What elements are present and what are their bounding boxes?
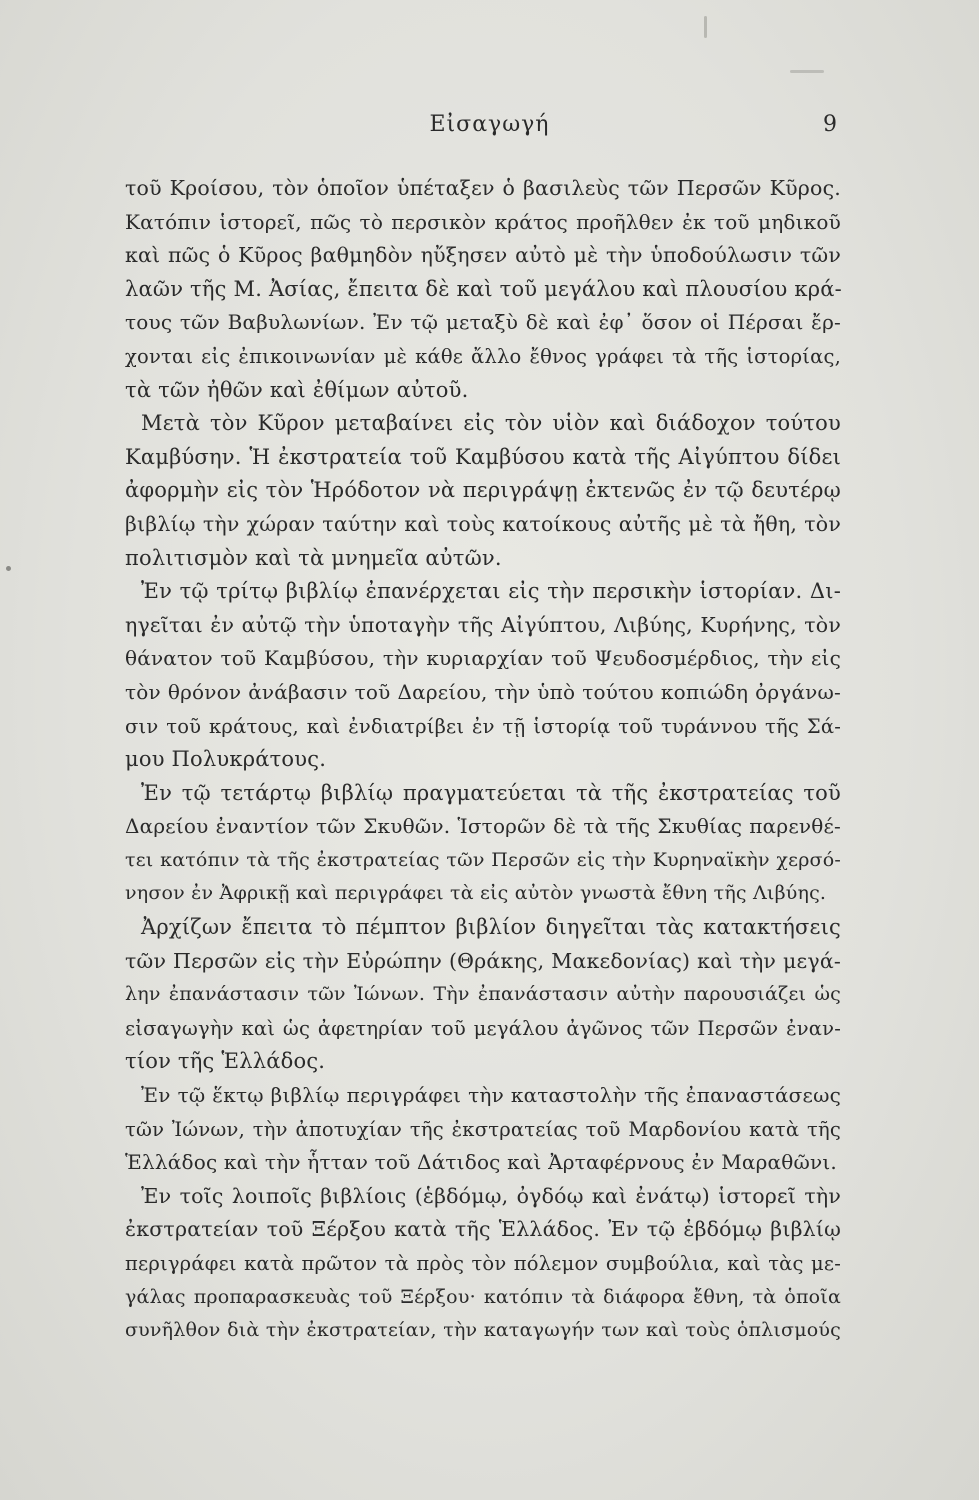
text-line: συνῆλθον διὰ τὴν ἐκστρατείαν, τὴν καταγωγήν των καὶ τοὺς ὁπλισμούς <box>125 1319 841 1342</box>
text-line: πολιτισμὸν καὶ τὰ μνημεῖα αὐτῶν. <box>125 545 502 570</box>
text-line: τῶν Περσῶν εἰς τὴν Εὐρώπην (Θράκης, Μακεδονίας) καὶ τὴν μεγά- <box>125 948 841 973</box>
text-line: τει κατόπιν τὰ τῆς ἐκστρατείας τῶν Περσῶν εἰς τὴν Κυρηναϊκὴν χερσό- <box>125 848 841 871</box>
ink-speck <box>6 566 11 571</box>
text-line: τὸν θρόνον ἀνάβασιν τοῦ Δαρείου, τὴν ὑπὸ τούτου κοπιώδη ὀργάνω- <box>125 679 841 704</box>
text-line: βιβλίῳ τὴν χώραν ταύτην καὶ τοὺς κατοίκους αὐτῆς μὲ τὰ ἤθη, τὸν <box>125 511 841 536</box>
text-line: Ἐν τοῖς λοιποῖς βιβλίοις (ἑβδόμῳ, ὀγδόῳ καὶ ἐνάτῳ) ἱστορεῖ τὴν <box>141 1183 841 1208</box>
text-line: λην ἐπανάστασιν τῶν Ἰώνων. Τὴν ἐπανάστασιν αὐτὴν παρουσιάζει ὡς <box>125 983 841 1006</box>
text-line: μου Πολυκράτους. <box>125 747 327 772</box>
text-line: Ἑλλάδος καὶ τὴν ἧτταν τοῦ Δάτιδος καὶ Ἀρταφέρνους ἐν Μαραθῶνι. <box>125 1150 837 1175</box>
text-line: Ἐν τῷ τρίτῳ βιβλίῳ ἐπανέρχεται εἰς τὴν περσικὴν ἱστορίαν. Δι- <box>141 579 841 604</box>
text-line: Δαρείου ἐναντίον τῶν Σκυθῶν. Ἱστορῶν δὲ τὰ τῆς Σκυθίας παρενθέ- <box>125 814 841 839</box>
text-line: θάνατον τοῦ Καμβύσου, τὴν κυριαρχίαν τοῦ Ψευδοσμέρδιος, τὴν εἰς <box>125 646 841 671</box>
text-line: τῶν Ἰώνων, τὴν ἀποτυχίαν τῆς ἐκστρατείας τοῦ Μαρδονίου κατὰ τῆς <box>125 1117 841 1141</box>
text-line: τίον τῆς Ἑλλάδος. <box>125 1049 326 1074</box>
text-line: ἀφορμὴν εἰς τὸν Ἡρόδοτον νὰ περιγράψῃ ἐκτενῶς ἐν τῷ δευτέρῳ <box>125 478 841 503</box>
ink-speck <box>704 16 707 38</box>
text-line: λαῶν τῆς Μ. Ἀσίας, ἔπειτα δὲ καὶ τοῦ μεγάλου καὶ πλουσίου κρά- <box>125 276 842 301</box>
text-line: Καμβύσην. Ἡ ἐκστρατεία τοῦ Καμβύσου κατὰ τῆς Αἰγύπτου δίδει <box>125 444 841 469</box>
text-line: Κατόπιν ἱστορεῖ, πῶς τὸ περσικὸν κράτος προῆλθεν ἐκ τοῦ μηδικοῦ <box>125 209 841 234</box>
text-line: τὰ τῶν ἠθῶν καὶ ἐθίμων αὐτοῦ. <box>125 377 469 402</box>
text-line: Ἀρχίζων ἔπειτα τὸ πέμπτον βιβλίον διηγεῖται τὰς κατακτήσεις <box>141 915 841 940</box>
text-line: Μετὰ τὸν Κῦρον μεταβαίνει εἰς τὸν υἱὸν καὶ διάδοχον τούτου <box>141 411 841 436</box>
body-text <box>125 172 841 1348</box>
text-line: ἐκστρατείαν τοῦ Ξέρξου κατὰ τῆς Ἑλλάδος. Ἐν τῷ ἑβδόμῳ βιβλίῳ <box>125 1217 841 1242</box>
page-number: 9 <box>823 112 837 137</box>
text-line: νησον ἐν Ἀφρικῇ καὶ περιγράφει τὰ εἰς αὐτὸν γνωστὰ ἔθνη τῆς Λιβύης. <box>125 882 827 905</box>
ink-speck <box>790 70 824 73</box>
page-header <box>0 112 979 146</box>
text-line: τοῦ Κροίσου, τὸν ὁποῖον ὑπέταξεν ὁ βασιλεὺς τῶν Περσῶν Κῦρος. <box>125 176 841 200</box>
text-line: τους τῶν Βαβυλωνίων. Ἐν τῷ μεταξὺ δὲ καὶ ἐφ᾽ ὅσον οἱ Πέρσαι ἔρ- <box>125 310 841 335</box>
text-line: Ἐν τῷ τετάρτῳ βιβλίῳ πραγματεύεται τὰ τῆς ἐκστρατείας τοῦ <box>141 780 841 805</box>
text-line: γάλας προπαρασκευὰς τοῦ Ξέρξου· κατόπιν τὰ διάφορα ἔθνη, τὰ ὁποῖα <box>125 1285 841 1308</box>
text-line: καὶ πῶς ὁ Κῦρος βαθμηδὸν ηὔξησεν αὐτὸ μὲ τὴν ὑποδούλωσιν τῶν <box>125 243 841 268</box>
text-line: χονται εἰς ἐπικοινωνίαν μὲ κάθε ἄλλο ἔθνος γράφει τὰ τῆς ἱστορίας, <box>125 344 841 368</box>
text-line: εἰσαγωγὴν καὶ ὡς ἀφετηρίαν τοῦ μεγάλου ἀγῶνος τῶν Περσῶν ἐναν- <box>125 1016 841 1040</box>
text-line: ηγεῖται ἐν αὐτῷ τὴν ὑποταγὴν τῆς Αἰγύπτου, Λιβύης, Κυρήνης, τὸν <box>125 612 841 637</box>
running-title: Εἰσαγωγή <box>429 112 550 137</box>
text-line: περιγράφει κατὰ πρῶτον τὰ πρὸς τὸν πόλεμον συμβούλια, καὶ τὰς με- <box>125 1252 841 1275</box>
text-line: Ἐν τῷ ἕκτῳ βιβλίῳ περιγράφει τὴν καταστολὴν τῆς ἐπαναστάσεως <box>141 1083 841 1108</box>
text-line: σιν τοῦ κράτους, καὶ ἐνδιατρίβει ἐν τῇ ἱστορίᾳ τοῦ τυράννου τῆς Σά- <box>125 714 841 738</box>
